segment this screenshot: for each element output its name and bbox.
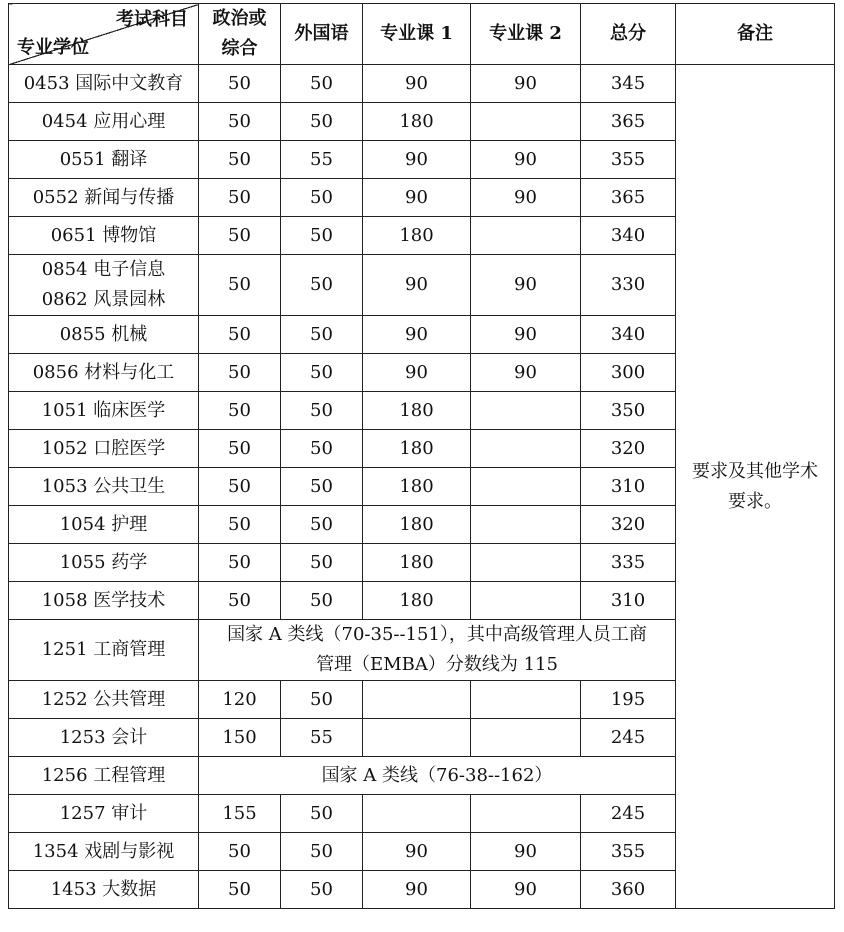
total-cell: 360 [581,871,676,909]
major-cell: 1354 戏剧与影视 [9,833,199,871]
remark-line1: 要求及其他学术 [692,460,818,482]
total-cell: 365 [581,103,676,141]
score-table-container [8,3,835,909]
total-cell: 320 [581,506,676,544]
course1-cell: 90 [363,316,471,354]
total-cell: 245 [581,719,676,757]
politics-cell: 50 [199,430,281,468]
course2-cell [471,681,581,719]
major-line2: 0862 风景园林 [41,289,166,310]
major-cell: 1054 护理 [9,506,199,544]
note-cell: 国家 A 类线（76-38--162） [199,757,676,795]
header-course-1: 专业课 1 [363,4,471,65]
table-row [9,65,835,103]
course2-cell [471,719,581,757]
course2-cell [471,506,581,544]
note-line2: 管理（EMBA）分数线为 115 [316,654,558,675]
corner-subject-label: 考试科目 [116,9,188,30]
course2-cell: 90 [471,179,581,217]
major-cell [9,255,199,316]
total-cell: 355 [581,141,676,179]
politics-cell: 50 [199,544,281,582]
course2-cell: 90 [471,65,581,103]
major-cell: 0453 国际中文教育 [9,65,199,103]
course1-cell: 180 [363,217,471,255]
course1-cell: 180 [363,544,471,582]
major-cell: 0855 机械 [9,316,199,354]
foreign-cell: 50 [281,468,363,506]
course2-cell [471,217,581,255]
total-cell: 350 [581,392,676,430]
total-cell: 355 [581,833,676,871]
note-line1: 国家 A 类线（70-35--151），其中高级管理人员工商 [227,624,647,645]
major-cell: 1252 公共管理 [9,681,199,719]
foreign-cell: 50 [281,354,363,392]
foreign-cell: 50 [281,316,363,354]
major-cell: 1251 工商管理 [9,620,199,681]
major-line1: 0854 电子信息 [41,259,166,280]
course1-cell: 180 [363,582,471,620]
politics-cell: 50 [199,217,281,255]
course1-cell: 90 [363,65,471,103]
total-cell: 310 [581,468,676,506]
major-cell: 0454 应用心理 [9,103,199,141]
politics-cell: 150 [199,719,281,757]
course1-cell: 90 [363,354,471,392]
course1-cell: 90 [363,141,471,179]
major-cell: 0551 翻译 [9,141,199,179]
foreign-cell: 55 [281,141,363,179]
politics-cell: 50 [199,871,281,909]
total-cell: 335 [581,544,676,582]
course2-cell [471,582,581,620]
politics-cell: 50 [199,582,281,620]
header-politics-line2: 综合 [221,38,258,59]
foreign-cell: 50 [281,871,363,909]
foreign-cell: 50 [281,392,363,430]
politics-cell: 50 [199,316,281,354]
foreign-cell: 50 [281,217,363,255]
major-cell: 1256 工程管理 [9,757,199,795]
major-cell: 1051 临床医学 [9,392,199,430]
foreign-cell: 50 [281,103,363,141]
major-cell: 0552 新闻与传播 [9,179,199,217]
course2-cell: 90 [471,316,581,354]
foreign-cell: 50 [281,544,363,582]
course2-cell [471,544,581,582]
header-row [9,4,835,65]
foreign-cell: 50 [281,506,363,544]
total-cell: 330 [581,255,676,316]
politics-cell: 50 [199,255,281,316]
total-cell: 310 [581,582,676,620]
score-table [8,3,835,909]
corner-degree-label: 专业学位 [17,37,89,58]
course1-cell [363,719,471,757]
course1-cell: 90 [363,833,471,871]
foreign-cell: 50 [281,681,363,719]
header-total: 总分 [581,4,676,65]
course2-cell [471,103,581,141]
header-politics [199,4,281,65]
course1-cell [363,795,471,833]
total-cell: 340 [581,316,676,354]
politics-cell: 155 [199,795,281,833]
course1-cell: 180 [363,506,471,544]
course1-cell: 180 [363,103,471,141]
major-cell: 1253 会计 [9,719,199,757]
foreign-cell: 55 [281,719,363,757]
foreign-cell: 50 [281,795,363,833]
total-cell: 195 [581,681,676,719]
total-cell: 340 [581,217,676,255]
course2-cell: 90 [471,871,581,909]
course1-cell: 180 [363,430,471,468]
note-cell [199,620,676,681]
politics-cell: 120 [199,681,281,719]
total-cell: 245 [581,795,676,833]
course1-cell [363,681,471,719]
major-cell: 1055 药学 [9,544,199,582]
course2-cell: 90 [471,141,581,179]
remark-line2: 要求。 [728,490,782,512]
politics-cell: 50 [199,65,281,103]
major-cell: 1058 医学技术 [9,582,199,620]
major-cell: 1052 口腔医学 [9,430,199,468]
course1-cell: 90 [363,871,471,909]
foreign-cell: 50 [281,65,363,103]
foreign-cell: 50 [281,582,363,620]
total-cell: 300 [581,354,676,392]
course2-cell [471,392,581,430]
major-cell: 1257 审计 [9,795,199,833]
course2-cell [471,795,581,833]
course1-cell: 90 [363,179,471,217]
header-foreign-language: 外国语 [281,4,363,65]
course1-cell: 180 [363,468,471,506]
remark-cell [676,65,835,909]
politics-cell: 50 [199,506,281,544]
politics-cell: 50 [199,468,281,506]
corner-header-cell [9,4,199,65]
total-cell: 320 [581,430,676,468]
header-course-2: 专业课 2 [471,4,581,65]
politics-cell: 50 [199,103,281,141]
foreign-cell: 50 [281,833,363,871]
politics-cell: 50 [199,392,281,430]
politics-cell: 50 [199,354,281,392]
course2-cell: 90 [471,255,581,316]
total-cell: 345 [581,65,676,103]
major-cell: 0856 材料与化工 [9,354,199,392]
politics-cell: 50 [199,141,281,179]
major-cell: 0651 博物馆 [9,217,199,255]
course2-cell [471,468,581,506]
foreign-cell: 50 [281,179,363,217]
header-remark: 备注 [676,4,835,65]
total-cell: 365 [581,179,676,217]
course1-cell: 180 [363,392,471,430]
course2-cell: 90 [471,833,581,871]
course1-cell: 90 [363,255,471,316]
header-politics-line1: 政治或 [212,8,267,29]
politics-cell: 50 [199,179,281,217]
course2-cell [471,430,581,468]
foreign-cell: 50 [281,255,363,316]
major-cell: 1053 公共卫生 [9,468,199,506]
foreign-cell: 50 [281,430,363,468]
politics-cell: 50 [199,833,281,871]
course2-cell: 90 [471,354,581,392]
major-cell: 1453 大数据 [9,871,199,909]
